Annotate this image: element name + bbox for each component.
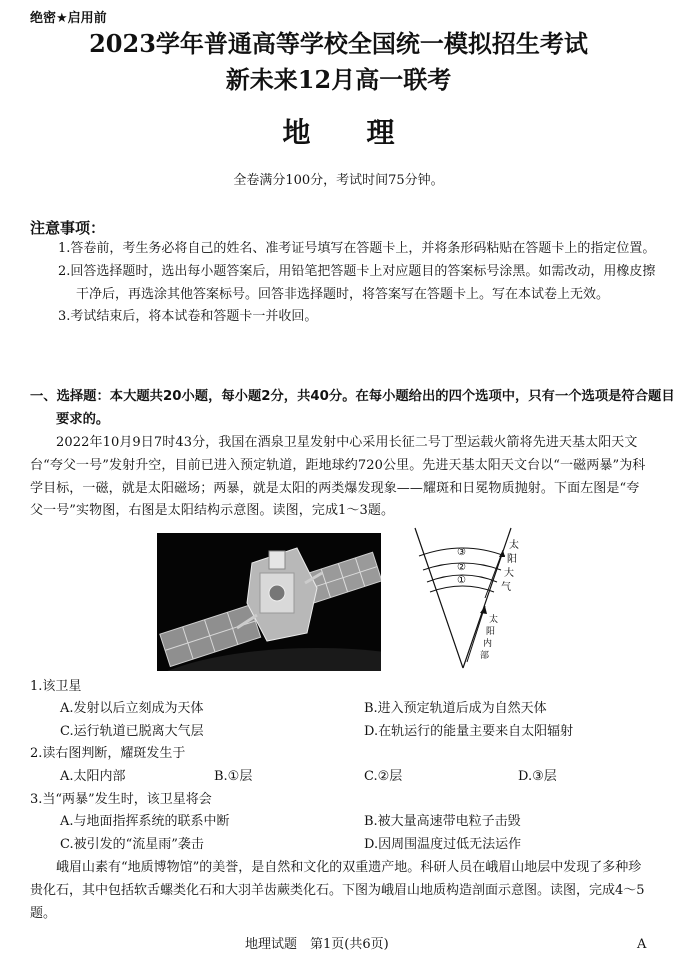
option-c[interactable]: C.运行轨道已脱离大气层 xyxy=(60,724,204,739)
interior-char: 部 xyxy=(480,651,490,661)
subject-title: 地理 xyxy=(282,116,451,149)
score-info: 全卷满分100分，考试时间75分钟。 xyxy=(233,173,444,188)
interior-char: 阳 xyxy=(486,627,496,637)
option-d[interactable]: D.③层 xyxy=(518,769,557,784)
satellite-illustration xyxy=(157,533,381,671)
page-footer: 地理试题 第1页(共6页) xyxy=(245,937,389,952)
interior-char: 太 xyxy=(489,615,499,625)
option-a[interactable]: A.与地面指挥系统的联系中断 xyxy=(60,814,230,829)
atmosphere-char: 气 xyxy=(501,582,511,593)
exam-title: 2023学年普通高等学校全国统一模拟招生考试 xyxy=(89,29,588,58)
atmosphere-char: 太 xyxy=(509,540,519,551)
notice-heading: 注意事项： xyxy=(30,219,106,237)
atmosphere-char: 大 xyxy=(504,568,514,579)
question-stem: 2.读右图判断，耀斑发生于 xyxy=(30,746,186,761)
reading-passage: 2022年10月9日7时43分，我国在酒泉卫星发射中心采用长征二号丁型运载火箭将先进天基太阳天文台“夸父一号”发射升空，目前已进入预定轨道，距地球约720公里。先进天基太阳天文台以“一磁两暴”为科学目标，一磁，就是太阳磁场；两暴，就是太阳的两类爆发现象——耀斑和日冕物质抛射。下面左图是“夸父一号”实物图，右图是太阳结构示意图。读图，完成1～3题。 xyxy=(30,435,646,519)
option-a[interactable]: A.发射以后立刻成为天体 xyxy=(60,701,204,716)
satellite-photo xyxy=(157,533,381,671)
secret-label: 绝密★启用前 xyxy=(30,11,107,26)
question-stem: 3.当“两暴”发生时，该卫星将会 xyxy=(30,792,212,807)
notice-item: 3.考试结束后，将本试卷和答题卡一并收回。 xyxy=(58,309,318,325)
notice-list xyxy=(58,238,658,329)
option-b[interactable]: B.①层 xyxy=(214,769,253,784)
exam-subtitle: 新未来12月高一联考 xyxy=(225,65,452,94)
notice-item: 2.回答选择题时，选出每小题答案后，用铅笔把答题卡上对应题目的答案标号涂黑。如需改动，用橡皮擦干净后，再选涂其他答案标号。回答非选择题时，将答案写在答题卡上。写在本试卷上无效。 xyxy=(58,263,656,302)
section-heading: 一、选择题：本大题共20小题，每小题2分，共40分。在每小题给出的四个选项中，只有一个选项是符合题目要求的。 xyxy=(30,389,675,427)
layer-label: ① xyxy=(457,575,466,586)
atmosphere-char: 阳 xyxy=(507,554,517,565)
option-c[interactable]: C.被引发的“流星雨”袭击 xyxy=(60,837,204,852)
sun-structure-diagram xyxy=(405,526,525,676)
interior-char: 内 xyxy=(483,639,493,649)
notice-item: 1.答卷前，考生务必将自己的姓名、准考证号填写在答题卡上，并将条形码粘贴在答题卡上的指定位置。 xyxy=(58,241,656,256)
option-d[interactable]: D.因周围温度过低无法运作 xyxy=(364,837,522,852)
reading-passage-2: 峨眉山素有“地质博物馆”的美誉，是自然和文化的双重遗产地。科研人员在峨眉山地层中发现了多种珍贵化石，其中包括软舌螺类化石和大羽羊齿蕨类化石。下图为峨眉山地质构造剖面示意图。读图，完成4～5题。 xyxy=(30,860,645,921)
option-d[interactable]: D.在轨运行的能量主要来自太阳辐射 xyxy=(364,724,574,739)
paper-version: A xyxy=(637,937,647,952)
option-b[interactable]: B.进入预定轨道后成为自然天体 xyxy=(364,701,547,716)
option-c[interactable]: C.②层 xyxy=(364,769,403,784)
layer-label: ③ xyxy=(457,547,466,558)
layer-label: ② xyxy=(457,562,466,573)
option-b[interactable]: B.被大量高速带电粒子击毁 xyxy=(364,814,521,829)
question-stem: 1.该卫星 xyxy=(30,679,82,694)
option-a[interactable]: A.太阳内部 xyxy=(60,769,126,784)
